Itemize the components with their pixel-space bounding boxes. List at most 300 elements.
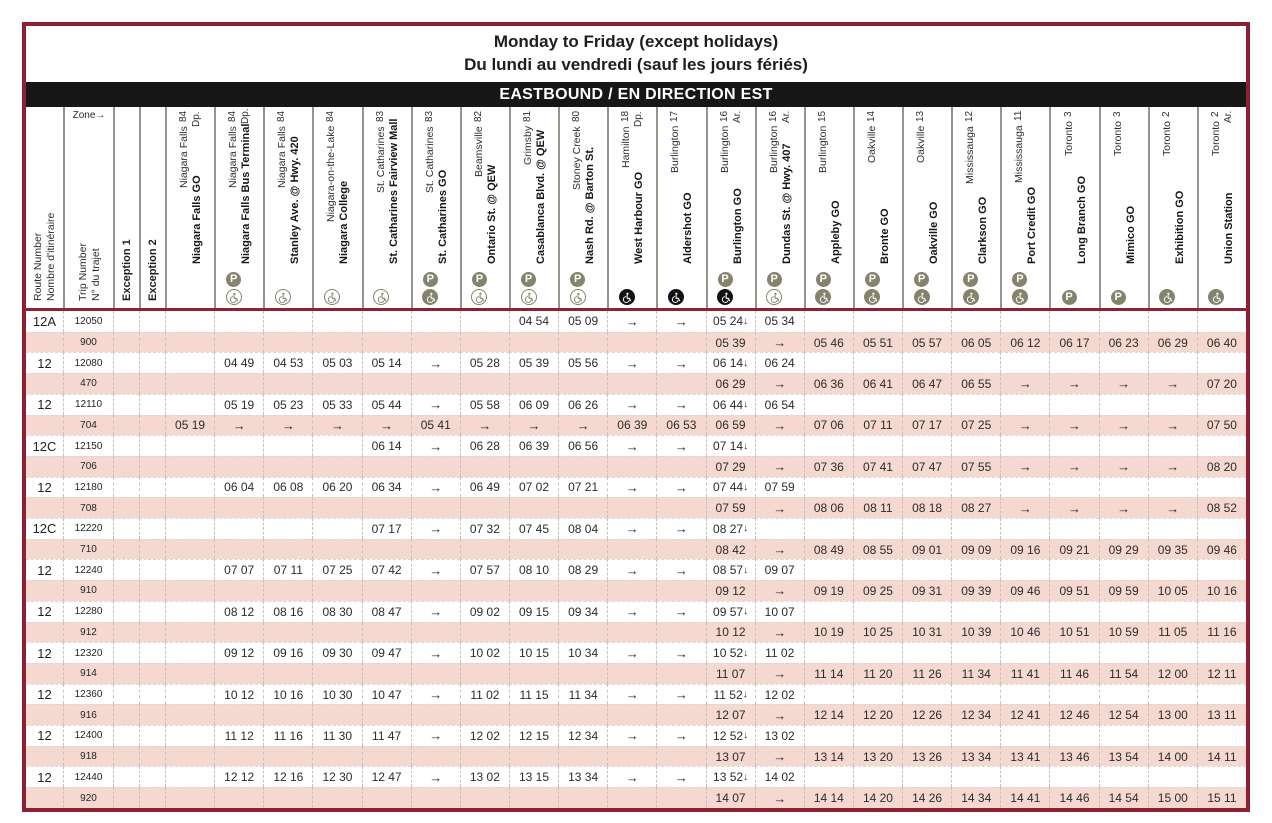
trip-cell: 916 (63, 704, 113, 725)
exception-2-cell (139, 559, 165, 580)
time-cell-long-branch-go: 09 51 (1049, 580, 1098, 601)
time-cell-union-station: 08 20 (1197, 456, 1246, 477)
time-cell-union-station: 12 11 (1197, 663, 1246, 684)
time-cell-union-station: 10 16 (1197, 580, 1246, 601)
time-cell-mimico-go: 09 59 (1099, 580, 1148, 601)
time-cell-casablanca-blvd-qew: → (509, 415, 558, 436)
time-cell-long-branch-go: → (1049, 456, 1098, 477)
time-cell-oakville-go (902, 477, 951, 498)
time-cell-burlington-go: 05 24 ↓ (706, 311, 755, 332)
route-cell: 12 (26, 766, 63, 787)
table-row-trip-12320 (26, 642, 1246, 663)
time-cell-niagara-falls-bus-terminal (214, 373, 263, 394)
station-header-text (216, 108, 263, 264)
trip-cell: 918 (63, 746, 113, 767)
time-cell-ontario-st-qew: 12 02 (460, 725, 509, 746)
table-row-trip-12180 (26, 477, 1246, 498)
table-row-trip-12050 (26, 311, 1246, 332)
station-city: Stoney Creek (571, 126, 584, 190)
time-cell-appleby-go (804, 766, 853, 787)
station-header-clarkson-go (951, 107, 1000, 308)
station-icons (656, 289, 699, 305)
time-cell-st-catharines-fairview-mall: 05 44 (362, 394, 411, 415)
time-cell-aldershot-go (656, 539, 705, 560)
station-name: Niagara College (338, 180, 351, 264)
station-header-text (1101, 111, 1148, 264)
exception-1-cell (113, 766, 139, 787)
trip-cell: 914 (63, 663, 113, 684)
time-cell-niagara-falls-go (165, 787, 214, 808)
time-cell-niagara-college (312, 539, 361, 560)
timetable-board (22, 22, 1250, 812)
time-cell-casablanca-blvd-qew: 08 10 (509, 559, 558, 580)
time-cell-dundas-st-hwy-407: → (755, 373, 804, 394)
station-name-label (1076, 111, 1088, 264)
time-cell-aldershot-go: → (656, 435, 705, 456)
time-cell-niagara-falls-go (165, 311, 214, 332)
time-cell-dundas-st-hwy-407: → (755, 746, 804, 767)
route-cell: 12A (32, 313, 57, 329)
time-cell-st-catharines-fairview-mall (362, 539, 411, 560)
time-cell-niagara-college (312, 311, 361, 332)
time-cell-union-station: 06 40 (1197, 332, 1246, 353)
route-cell (26, 497, 63, 518)
time-cell-clarkson-go: 09 09 (951, 539, 1000, 560)
exception-2-cell (139, 642, 165, 663)
time-cell-st-catharines-go: → (411, 725, 460, 746)
parking-icon: P (718, 272, 733, 287)
time-cell-burlington-go: 08 27 ↓ (706, 518, 755, 539)
time-cell-niagara-falls-bus-terminal: 10 12 (214, 684, 263, 705)
station-zone: 84 (227, 111, 239, 123)
time-cell-st-catharines-go: 05 41 (411, 415, 460, 436)
time-cell-oakville-go: 12 26 (902, 704, 951, 725)
time-cell-exhibition-go: 10 05 (1148, 580, 1197, 601)
time-cell-aldershot-go (656, 456, 705, 477)
station-icons (1148, 289, 1191, 305)
station-name: Appleby GO (829, 200, 842, 264)
time-cell-niagara-falls-bus-terminal: 09 12 (214, 642, 263, 663)
station-city-label (325, 111, 337, 264)
title-french: Du lundi au vendredi (sauf les jours fériés) (464, 55, 808, 74)
route-cell: 12 (26, 352, 63, 373)
time-cell-west-harbour-go: → (607, 766, 656, 787)
time-cell-casablanca-blvd-qew: 07 45 (509, 518, 558, 539)
time-cell-stanley-ave-hwy-420: 04 53 (263, 352, 312, 373)
time-cell-st-catharines-fairview-mall (362, 332, 411, 353)
time-cell-clarkson-go (951, 518, 1000, 539)
time-cell-casablanca-blvd-qew: 07 02 (509, 477, 558, 498)
parking-icon: P (1062, 290, 1077, 305)
table-row-trip-12080 (26, 352, 1246, 373)
trip-number-header (63, 107, 113, 308)
time-cell-long-branch-go (1049, 435, 1098, 456)
time-cell-ontario-st-qew: 11 02 (460, 684, 509, 705)
time-cell-oakville-go (902, 642, 951, 663)
table-row-trip-704 (26, 415, 1246, 436)
time-cell-stanley-ave-hwy-420 (263, 704, 312, 725)
time-cell-niagara-falls-go (165, 601, 214, 622)
time-cell-dundas-st-hwy-407: 09 07 (755, 559, 804, 580)
time-cell-mimico-go: 09 29 (1099, 539, 1148, 560)
station-name-label (486, 111, 498, 264)
time-cell-west-harbour-go (607, 663, 656, 684)
time-cell-ontario-st-qew (460, 497, 509, 518)
time-cell-burlington-go: 07 14 ↓ (706, 435, 755, 456)
time-cell-port-credit-go (1000, 766, 1049, 787)
station-header-text (314, 111, 361, 264)
time-cell-oakville-go (902, 601, 951, 622)
time-cell-dundas-st-hwy-407: → (755, 539, 804, 560)
time-cell-dundas-st-hwy-407: → (755, 663, 804, 684)
route-cell (26, 415, 63, 436)
exception-1-cell (113, 746, 139, 767)
route-cell: 12C (26, 435, 63, 456)
time-cell-union-station: 13 11 (1197, 704, 1246, 725)
time-cell-aldershot-go (656, 622, 705, 643)
time-cell-st-catharines-go: → (411, 435, 460, 456)
time-cell-aldershot-go: → (656, 766, 705, 787)
time-cell-appleby-go (804, 518, 853, 539)
time-cell-niagara-falls-bus-terminal: 07 07 (214, 559, 263, 580)
time-cell-niagara-college (312, 435, 361, 456)
time-cell-union-station: 14 11 (1197, 746, 1246, 767)
route-cell (26, 787, 63, 808)
time-cell-west-harbour-go: → (607, 311, 656, 332)
time-cell-appleby-go: 09 19 (804, 580, 853, 601)
station-city-label (817, 111, 829, 264)
time-cell-dundas-st-hwy-407: 05 34 (755, 311, 804, 332)
table-row-trip-12400 (26, 725, 1246, 746)
time-cell-st-catharines-go: → (411, 642, 460, 663)
station-header-text (904, 111, 951, 264)
time-cell-st-catharines-go (411, 580, 460, 601)
exception-1-cell (113, 663, 139, 684)
time-cell-clarkson-go (951, 766, 1000, 787)
time-cell-niagara-college: 06 20 (312, 477, 361, 498)
trip-cell: 920 (63, 787, 113, 808)
time-cell-west-harbour-go (607, 497, 656, 518)
time-cell-stanley-ave-hwy-420 (263, 332, 312, 353)
time-cell-port-credit-go: 14 41 (1000, 787, 1049, 808)
time-cell-dundas-st-hwy-407: 06 54 (755, 394, 804, 415)
time-cell-aldershot-go (656, 704, 705, 725)
time-cell-clarkson-go: 10 39 (951, 622, 1000, 643)
station-header-appleby-go (804, 107, 853, 308)
time-cell-west-harbour-go (607, 704, 656, 725)
continues-down-arrow: ↓ (743, 564, 749, 576)
table-row-trip-706 (26, 456, 1246, 477)
time-cell-appleby-go (804, 394, 853, 415)
time-cell-bronte-go (853, 559, 902, 580)
time-cell-niagara-falls-go (165, 663, 214, 684)
time-cell-stanley-ave-hwy-420 (263, 663, 312, 684)
station-header-st-catharines-fairview-mall (362, 107, 411, 308)
time-cell-bronte-go: 13 20 (853, 746, 902, 767)
time-cell-stanley-ave-hwy-420: 06 08 (263, 477, 312, 498)
time-cell-long-branch-go (1049, 684, 1098, 705)
time-cell-clarkson-go (951, 394, 1000, 415)
time-cell-ontario-st-qew: 07 57 (460, 559, 509, 580)
trip-cell: 710 (63, 539, 113, 560)
time-cell-west-harbour-go (607, 373, 656, 394)
time-cell-west-harbour-go (607, 787, 656, 808)
time-cell-aldershot-go: → (656, 394, 705, 415)
exception-1-cell (113, 435, 139, 456)
time-cell-niagara-college (312, 518, 361, 539)
table-row-trip-900 (26, 332, 1246, 353)
time-cell-west-harbour-go: → (607, 601, 656, 622)
station-name-label (1174, 111, 1186, 264)
time-cell-mimico-go (1099, 394, 1148, 415)
table-row-trip-12280 (26, 601, 1246, 622)
wheelchair-icon (1159, 289, 1175, 305)
time-cell-niagara-college (312, 373, 361, 394)
station-city-label (669, 111, 681, 264)
time-cell-aldershot-go (656, 580, 705, 601)
exception-1-cell (113, 415, 139, 436)
time-cell-exhibition-go: 15 00 (1148, 787, 1197, 808)
exception-1-cell (113, 477, 139, 498)
exception-2-cell (139, 725, 165, 746)
route-number-header (26, 107, 63, 308)
time-cell-niagara-falls-go (165, 704, 214, 725)
continues-down-arrow: ↓ (742, 689, 748, 700)
station-name-label (584, 111, 596, 264)
time-cell-clarkson-go: 07 25 (951, 415, 1000, 436)
time-cell-west-harbour-go (607, 746, 656, 767)
time-cell-nash-rd-barton-st (558, 456, 607, 477)
station-header-niagara-college (312, 107, 361, 308)
time-cell-casablanca-blvd-qew: 05 39 (509, 352, 558, 373)
station-header-ontario-st-qew (460, 107, 509, 308)
time-cell-casablanca-blvd-qew: 12 15 (509, 725, 558, 746)
station-header-text (953, 111, 1000, 264)
time-cell-exhibition-go: → (1148, 373, 1197, 394)
time-cell-casablanca-blvd-qew (509, 332, 558, 353)
time-cell-ontario-st-qew (460, 704, 509, 725)
station-header-burlington-go (706, 107, 755, 308)
time-cell-st-catharines-go: → (411, 601, 460, 622)
exception-2-cell (139, 663, 165, 684)
table-row-trip-12440 (26, 766, 1246, 787)
exception-2-cell (139, 622, 165, 643)
time-cell-nash-rd-barton-st: 13 34 (558, 766, 607, 787)
column-header-row (26, 107, 1246, 311)
time-cell-long-branch-go (1049, 477, 1098, 498)
time-cell-exhibition-go (1148, 601, 1197, 622)
time-cell-st-catharines-fairview-mall: 07 42 (362, 559, 411, 580)
wheelchair-icon (275, 289, 291, 305)
time-cell-ontario-st-qew (460, 311, 509, 332)
parking-icon: P (226, 272, 241, 287)
station-zone: 84 (276, 111, 288, 123)
station-city-label (1112, 111, 1124, 264)
station-city: Beamsville (472, 126, 485, 177)
station-city-label (227, 111, 239, 264)
station-header-dundas-st-hwy-407 (755, 107, 804, 308)
time-cell-niagara-college: 09 30 (312, 642, 361, 663)
station-header-st-catharines-go (411, 107, 460, 308)
time-cell-st-catharines-go: → (411, 477, 460, 498)
time-cell-casablanca-blvd-qew: 09 15 (509, 601, 558, 622)
zone-label: Zone→ (72, 110, 106, 121)
time-cell-niagara-falls-go (165, 373, 214, 394)
exception-1-cell (113, 497, 139, 518)
exception-1-cell (113, 704, 139, 725)
station-city: Toronto (1111, 120, 1124, 156)
trip-cell: 12180 (63, 477, 113, 498)
station-name: Bronte GO (878, 208, 891, 264)
wheelchair-icon (619, 289, 635, 305)
time-cell-union-station (1197, 725, 1246, 746)
station-city: Niagara Falls (276, 126, 289, 188)
time-cell-dundas-st-hwy-407: → (755, 415, 804, 436)
station-icons (1000, 272, 1043, 305)
wheelchair-icon (471, 289, 487, 305)
time-cell-niagara-college (312, 746, 361, 767)
station-city: Burlington (669, 126, 682, 174)
route-cell: 12 (26, 559, 63, 580)
time-cell-clarkson-go (951, 311, 1000, 332)
time-cell-casablanca-blvd-qew (509, 456, 558, 477)
time-cell-niagara-falls-bus-terminal: 04 49 (214, 352, 263, 373)
time-cell-nash-rd-barton-st (558, 539, 607, 560)
station-icons (607, 289, 650, 305)
station-header-exhibition-go (1148, 107, 1197, 308)
time-cell-burlington-go: 12 52 ↓ (706, 725, 755, 746)
table-row-trip-710 (26, 539, 1246, 560)
station-name-label (732, 111, 744, 264)
table-row-trip-12360 (26, 684, 1246, 705)
time-cell-niagara-college: 05 33 (312, 394, 361, 415)
route-cell (26, 580, 63, 601)
time-cell-mimico-go (1099, 601, 1148, 622)
time-cell-dundas-st-hwy-407: → (755, 704, 804, 725)
time-cell-port-credit-go: 10 46 (1000, 622, 1049, 643)
station-city-label (1210, 111, 1222, 264)
station-city: Toronto (1160, 120, 1173, 156)
time-cell-ontario-st-qew (460, 787, 509, 808)
time-cell-exhibition-go: 09 35 (1148, 539, 1197, 560)
time-cell-stanley-ave-hwy-420: 11 16 (263, 725, 312, 746)
time-cell-aldershot-go: → (656, 518, 705, 539)
time-cell-appleby-go (804, 435, 853, 456)
time-cell-nash-rd-barton-st: 11 34 (558, 684, 607, 705)
wheelchair-icon (521, 289, 537, 305)
station-city: Niagara Falls (227, 126, 240, 188)
time-cell-port-credit-go: → (1000, 415, 1049, 436)
time-cell-nash-rd-barton-st (558, 704, 607, 725)
station-icons (1049, 290, 1092, 305)
route-cell (26, 663, 63, 684)
time-cell-appleby-go: 11 14 (804, 663, 853, 684)
exception-1-header (113, 107, 139, 308)
station-header-text (658, 111, 705, 264)
time-cell-appleby-go: 06 36 (804, 373, 853, 394)
station-name-label (1026, 111, 1038, 264)
time-cell-ontario-st-qew: 06 49 (460, 477, 509, 498)
exception-2-cell (139, 746, 165, 767)
trip-cell: 708 (63, 497, 113, 518)
time-cell-mimico-go (1099, 311, 1148, 332)
time-cell-dundas-st-hwy-407: 07 59 (755, 477, 804, 498)
time-cell-nash-rd-barton-st: 06 56 (558, 435, 607, 456)
time-cell-port-credit-go: 09 46 (1000, 580, 1049, 601)
time-cell-ontario-st-qew: 13 02 (460, 766, 509, 787)
time-cell-clarkson-go: 06 05 (951, 332, 1000, 353)
time-cell-appleby-go (804, 725, 853, 746)
station-header-long-branch-go (1049, 107, 1098, 308)
station-name-label (437, 111, 449, 264)
time-cell-exhibition-go (1148, 559, 1197, 580)
time-cell-mimico-go (1099, 559, 1148, 580)
time-cell-st-catharines-go (411, 704, 460, 725)
time-cell-nash-rd-barton-st: → (558, 415, 607, 436)
station-header-text (1051, 111, 1098, 264)
time-cell-west-harbour-go: → (607, 394, 656, 415)
time-cell-burlington-go: 13 52 ↓ (706, 766, 755, 787)
station-zone: 83 (423, 111, 435, 123)
time-cell-niagara-falls-go (165, 456, 214, 477)
station-name-label (1223, 111, 1235, 264)
table-row-trip-12150 (26, 435, 1246, 456)
time-cell-union-station (1197, 684, 1246, 705)
time-cell-long-branch-go: 06 17 (1049, 332, 1098, 353)
station-city: Hamilton (620, 126, 633, 168)
time-cell-stanley-ave-hwy-420: 08 16 (263, 601, 312, 622)
time-cell-port-credit-go: 06 12 (1000, 332, 1049, 353)
time-cell-dundas-st-hwy-407: → (755, 456, 804, 477)
continues-down-arrow: ↓ (743, 357, 749, 369)
time-cell-st-catharines-fairview-mall: 10 47 (362, 684, 411, 705)
parking-icon: P (963, 272, 978, 287)
wheelchair-icon (766, 289, 782, 305)
station-city: Oakville (865, 126, 878, 164)
time-cell-dundas-st-hwy-407: → (755, 787, 804, 808)
time-cell-long-branch-go (1049, 725, 1098, 746)
wheelchair-icon (422, 289, 438, 305)
continues-down-arrow: ↓ (743, 315, 749, 327)
wheelchair-icon (373, 289, 389, 305)
station-note: Ar. (731, 111, 743, 124)
time-cell-casablanca-blvd-qew (509, 539, 558, 560)
time-cell-west-harbour-go: → (607, 435, 656, 456)
time-cell-exhibition-go (1148, 311, 1197, 332)
time-cell-union-station (1197, 435, 1246, 456)
time-cell-niagara-college: 08 30 (312, 601, 361, 622)
parking-icon: P (521, 272, 536, 287)
station-header-text (1199, 111, 1246, 264)
station-name: Mimico GO (1124, 205, 1137, 264)
route-cell: 12 (26, 601, 63, 622)
time-cell-nash-rd-barton-st: 09 34 (558, 601, 607, 622)
parking-icon: P (423, 272, 438, 287)
trip-cell: 12050 (63, 311, 113, 332)
time-cell-exhibition-go: 13 00 (1148, 704, 1197, 725)
time-cell-oakville-go: 14 26 (902, 787, 951, 808)
station-header-mimico-go (1099, 107, 1148, 308)
route-cell: 12C (26, 518, 63, 539)
parking-icon: P (914, 272, 929, 287)
station-header-text (708, 111, 755, 264)
trip-header-en: Trip Number (76, 243, 89, 301)
time-cell-port-credit-go (1000, 725, 1049, 746)
time-cell-stanley-ave-hwy-420 (263, 435, 312, 456)
time-cell-aldershot-go: → (656, 684, 705, 705)
trip-cell: 704 (63, 415, 113, 436)
time-cell-clarkson-go: 07 55 (951, 456, 1000, 477)
